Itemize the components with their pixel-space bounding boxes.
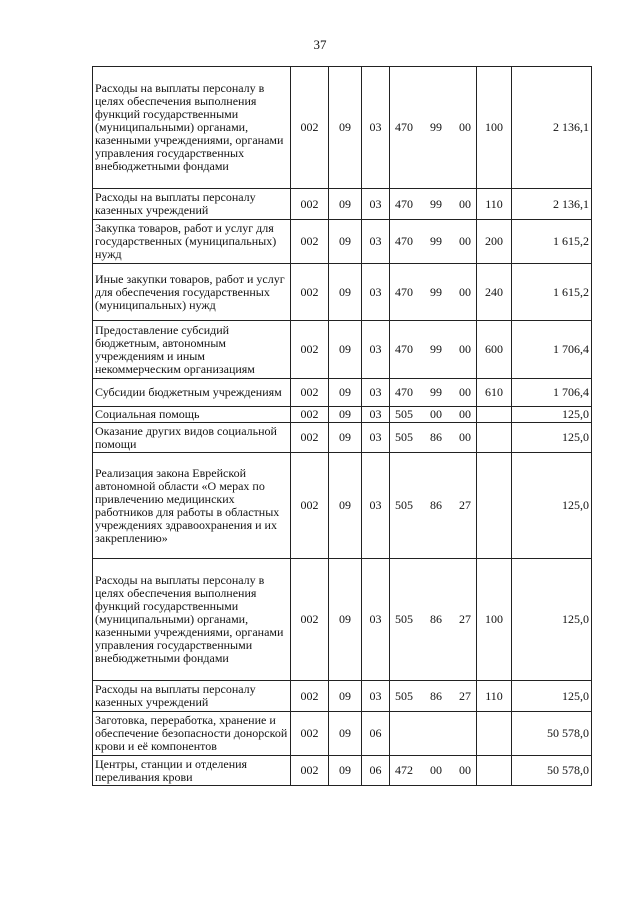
row-name: Реализация закона Еврейской автономной области «О мерах по привлечению медицинских работников для работы в областных учреждениях здравоохранения и их закреплению»: [93, 453, 291, 559]
row-rz-code: 09: [329, 189, 362, 220]
row-target-code-part: 505: [395, 688, 413, 703]
row-sum: 50 578,0: [512, 756, 592, 786]
row-target-code: [390, 681, 477, 712]
row-target-code-part: 00: [430, 763, 442, 777]
row-target-code-part: 86: [430, 430, 442, 444]
row-gr-code: 002: [291, 321, 329, 379]
row-target-code-part: 27: [459, 688, 471, 703]
row-target-code-part: 86: [430, 688, 442, 703]
row-target-code-part: 505: [395, 407, 413, 421]
row-target-code-part: 86: [430, 612, 442, 626]
row-sum: 1 615,2: [512, 264, 592, 321]
row-pr-code: 03: [362, 321, 390, 379]
row-pr-code: 03: [362, 453, 390, 559]
row-gr-code: 002: [291, 453, 329, 559]
row-gr-code: 002: [291, 67, 329, 189]
row-target-code-part: 00: [459, 763, 471, 777]
table-row: [93, 756, 592, 786]
page-number: 37: [313, 37, 327, 52]
row-target-code-part: 470: [395, 120, 413, 134]
row-target-code-part: 00: [459, 342, 471, 356]
row-sum: 125,0: [512, 423, 592, 453]
row-gr-code: 002: [291, 559, 329, 681]
row-name: Субсидии бюджетным учреждениям: [93, 379, 291, 407]
row-vr-code: [477, 712, 512, 756]
table-row: [93, 379, 592, 407]
row-target-code-part: 470: [395, 234, 413, 248]
row-name: Расходы на выплаты персоналу казенных учреждений: [93, 681, 291, 712]
row-gr-code: 002: [291, 379, 329, 407]
row-target-code-part: 472: [395, 763, 413, 777]
table-row: [93, 407, 592, 423]
budget-table: [92, 66, 592, 786]
row-vr-code: [477, 407, 512, 423]
table-row: [93, 264, 592, 321]
row-gr-code: 002: [291, 220, 329, 264]
row-target-code: [390, 189, 477, 220]
row-rz-code: 09: [329, 379, 362, 407]
row-target-code-part: 00: [430, 407, 442, 421]
row-rz-code: 09: [329, 321, 362, 379]
row-vr-code: 100: [477, 67, 512, 189]
row-target-code: [390, 756, 477, 786]
row-pr-code: 03: [362, 681, 390, 712]
row-target-code-part: 470: [395, 196, 413, 211]
row-target-code-part: 00: [459, 234, 471, 248]
row-target-code-part: 99: [430, 234, 442, 248]
row-vr-code: 600: [477, 321, 512, 379]
row-sum: 50 578,0: [512, 712, 592, 756]
row-target-code: [390, 407, 477, 423]
row-target-code-part: 505: [395, 498, 413, 512]
row-sum: 1 706,4: [512, 379, 592, 407]
row-sum: 125,0: [512, 681, 592, 712]
row-target-code-part: 505: [395, 612, 413, 626]
row-sum: 1 615,2: [512, 220, 592, 264]
row-target-code-part: 470: [395, 342, 413, 356]
row-pr-code: 03: [362, 559, 390, 681]
table-row: [93, 67, 592, 189]
row-target-code-part: 99: [430, 342, 442, 356]
row-rz-code: 09: [329, 67, 362, 189]
row-vr-code: 240: [477, 264, 512, 321]
row-sum: 125,0: [512, 559, 592, 681]
row-target-code-part: 00: [459, 385, 471, 399]
row-target-code-part: 27: [459, 498, 471, 512]
row-vr-code: [477, 756, 512, 786]
table-row: [93, 321, 592, 379]
row-pr-code: 03: [362, 407, 390, 423]
row-gr-code: 002: [291, 712, 329, 756]
table-row: [93, 189, 592, 220]
row-target-code: [390, 264, 477, 321]
row-name: Центры, станции и отделения переливания крови: [93, 756, 291, 786]
row-vr-code: 100: [477, 559, 512, 681]
row-target-code-part: 505: [395, 430, 413, 444]
row-vr-code: 200: [477, 220, 512, 264]
row-pr-code: 06: [362, 756, 390, 786]
row-rz-code: 09: [329, 423, 362, 453]
row-gr-code: 002: [291, 189, 329, 220]
row-name: Расходы на выплаты персоналу казенных учреждений: [93, 189, 291, 220]
row-rz-code: 09: [329, 559, 362, 681]
table-row: [93, 423, 592, 453]
row-pr-code: 03: [362, 189, 390, 220]
row-target-code-part: 99: [430, 284, 442, 299]
row-rz-code: 09: [329, 756, 362, 786]
row-sum: 125,0: [512, 407, 592, 423]
row-target-code: [390, 423, 477, 453]
row-target-code-part: 00: [459, 120, 471, 134]
row-vr-code: [477, 453, 512, 559]
row-target-code-part: 86: [430, 498, 442, 512]
row-target-code-part: 00: [459, 196, 471, 211]
row-gr-code: 002: [291, 756, 329, 786]
row-sum: 2 136,1: [512, 189, 592, 220]
row-target-code: [390, 321, 477, 379]
row-name: Расходы на выплаты персоналу в целях обеспечения выполнения функций государственными (муниципальными) органами, казенными учреждениями, органами управления государственных внебюджетными фондами: [93, 67, 291, 189]
row-sum: 125,0: [512, 453, 592, 559]
row-vr-code: 110: [477, 681, 512, 712]
row-target-code: [390, 379, 477, 407]
row-target-code-part: 99: [430, 120, 442, 134]
row-name: Оказание других видов социальной помощи: [93, 423, 291, 453]
row-target-code-part: 00: [459, 407, 471, 421]
row-target-code-part: 00: [459, 430, 471, 444]
row-rz-code: 09: [329, 681, 362, 712]
row-rz-code: 09: [329, 712, 362, 756]
row-sum: 1 706,4: [512, 321, 592, 379]
row-name: Иные закупки товаров, работ и услуг для обеспечения государственных (муниципальных) нужд: [93, 264, 291, 321]
row-vr-code: 610: [477, 379, 512, 407]
row-gr-code: 002: [291, 407, 329, 423]
row-target-code-part: 27: [459, 612, 471, 626]
row-target-code-part: 99: [430, 196, 442, 211]
row-pr-code: 03: [362, 379, 390, 407]
table-row: [93, 559, 592, 681]
row-pr-code: 03: [362, 220, 390, 264]
row-vr-code: 110: [477, 189, 512, 220]
row-target-code: [390, 453, 477, 559]
row-pr-code: 03: [362, 264, 390, 321]
row-target-code: [390, 559, 477, 681]
row-pr-code: 03: [362, 423, 390, 453]
row-vr-code: [477, 423, 512, 453]
table-row: [93, 712, 592, 756]
row-gr-code: 002: [291, 681, 329, 712]
row-gr-code: 002: [291, 423, 329, 453]
row-pr-code: 03: [362, 67, 390, 189]
row-target-code: [390, 712, 477, 756]
row-rz-code: 09: [329, 407, 362, 423]
row-gr-code: 002: [291, 264, 329, 321]
table-row: [93, 681, 592, 712]
row-sum: 2 136,1: [512, 67, 592, 189]
row-name: Расходы на выплаты персоналу в целях обеспечения выполнения функций государственными (муниципальными) органами, казенными учреждениями, органами управления государственными внебюджетными фондами: [93, 559, 291, 681]
row-rz-code: 09: [329, 264, 362, 321]
row-name: Предоставление субсидий бюджетным, автономным учреждениям и иным некоммерческим организациям: [93, 321, 291, 379]
row-name: Заготовка, переработка, хранение и обеспечение безопасности донорской крови и её компонентов: [93, 712, 291, 756]
row-target-code-part: 470: [395, 385, 413, 399]
row-pr-code: 06: [362, 712, 390, 756]
row-rz-code: 09: [329, 220, 362, 264]
row-target-code: [390, 67, 477, 189]
row-target-code-part: 99: [430, 385, 442, 399]
row-target-code-part: 00: [459, 284, 471, 299]
row-rz-code: 09: [329, 453, 362, 559]
row-target-code-part: 470: [395, 284, 413, 299]
row-name: Социальная помощь: [93, 407, 291, 423]
row-target-code: [390, 220, 477, 264]
table-row: [93, 453, 592, 559]
table-row: [93, 220, 592, 264]
row-name: Закупка товаров, работ и услуг для государственных (муниципальных) нужд: [93, 220, 291, 264]
